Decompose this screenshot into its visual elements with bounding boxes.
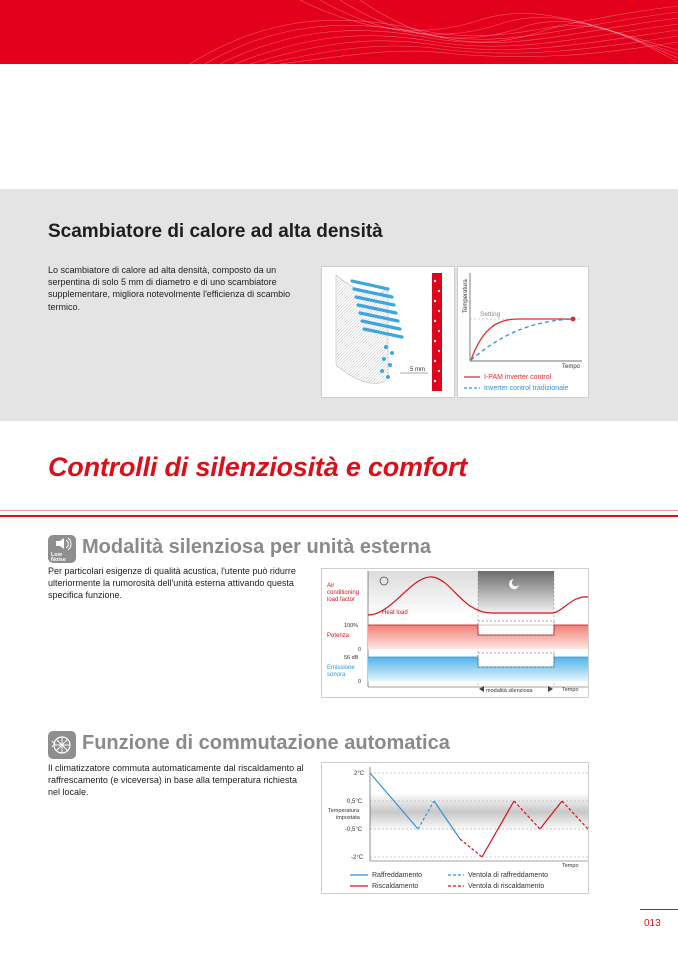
low-noise-icon <box>48 535 76 563</box>
section-title: Modalità silenziosa per unità esterna <box>82 536 431 558</box>
load-label: conditioning <box>327 590 360 596</box>
load-label: load factor <box>327 597 356 603</box>
section-title: Funzione di commutazione automatica <box>82 732 450 754</box>
page-number: 013 <box>644 918 661 929</box>
legend-heating-fan: Ventola di riscaldamento <box>468 883 545 890</box>
y-bottom-label: -2°C <box>351 855 364 861</box>
load-label: Air <box>327 583 335 589</box>
ipam-curve <box>471 319 573 360</box>
traditional-curve <box>471 319 573 360</box>
setting-label: Setting <box>480 311 501 318</box>
divider <box>0 515 678 517</box>
power-label: Potenza <box>327 633 350 639</box>
heat-load-label: Heat load <box>382 610 408 616</box>
setpoint-label: impostata <box>336 815 360 821</box>
icon-text: Low <box>51 552 62 558</box>
legend-ipam: I-PAM inverter control <box>484 374 552 381</box>
auto-switch-chart <box>321 762 589 894</box>
sound-label: sonora <box>327 672 346 678</box>
power-min-label: 0 <box>358 647 362 653</box>
legend-cooling: Raffreddamento <box>372 872 423 879</box>
banner-wave-pattern <box>0 0 678 64</box>
silent-mode-label: modalità silenziosa <box>486 688 533 694</box>
setpoint-label: Temperatura <box>328 808 359 814</box>
section-title: Scambiatore di calore ad alta densità <box>48 221 383 242</box>
heating-fan-line <box>460 839 482 857</box>
sound-label: Emissione <box>327 665 355 671</box>
divider <box>0 510 678 511</box>
temp-chart-ylabel: Temperatura <box>463 279 469 313</box>
section-body: Il climatizzatore commuta automaticamente dal riscaldamento al raffrescamento (e viceversa) in base alla temperatura richiesta nel locale. <box>48 763 304 798</box>
y-lower-label: -0,5°C <box>345 827 363 833</box>
temp-chart-xlabel: Tempo <box>562 364 581 370</box>
sound-max-label: 56 dB <box>344 655 359 661</box>
headline: Controlli di silenziosità e comfort <box>48 452 468 482</box>
legend-cooling-fan: Ventola di raffreddamento <box>468 872 549 879</box>
noise-chart-xlabel: Tempo <box>562 687 579 693</box>
tube-diameter-label: 5 mm <box>410 367 425 373</box>
auto-switch-icon <box>48 731 76 759</box>
legend-heating: Riscaldamento <box>372 883 419 890</box>
footer-divider <box>640 909 678 910</box>
auto-chart-xlabel: Tempo <box>562 863 579 869</box>
temperature-chart <box>457 266 589 398</box>
y-top-label: 2°C <box>354 771 365 777</box>
section-body: Lo scambiatore di calore ad alta densità, composto da un serpentina di solo 5 mm di diametro e di uno scambiatore supplementare, migliora notevolmente l'efficienza di scambio termico. <box>48 265 291 312</box>
top-banner <box>0 0 678 64</box>
section-body: Per particolari esigenze di qualità acustica, l'utente può ridurre ulteriormente la rumorosità dell'unità esterna attivando questa specifica funzione. <box>48 566 296 601</box>
silent-mode-chart <box>321 568 589 698</box>
sound-min-label: 0 <box>358 679 362 685</box>
icon-text: Noise <box>51 557 66 563</box>
heat-exchanger-illustration <box>321 266 455 398</box>
power-max-label: 100% <box>344 623 359 629</box>
y-upper-label: 0,5°C <box>347 799 363 805</box>
legend-traditional: Inverter control tradizionale <box>484 385 569 392</box>
